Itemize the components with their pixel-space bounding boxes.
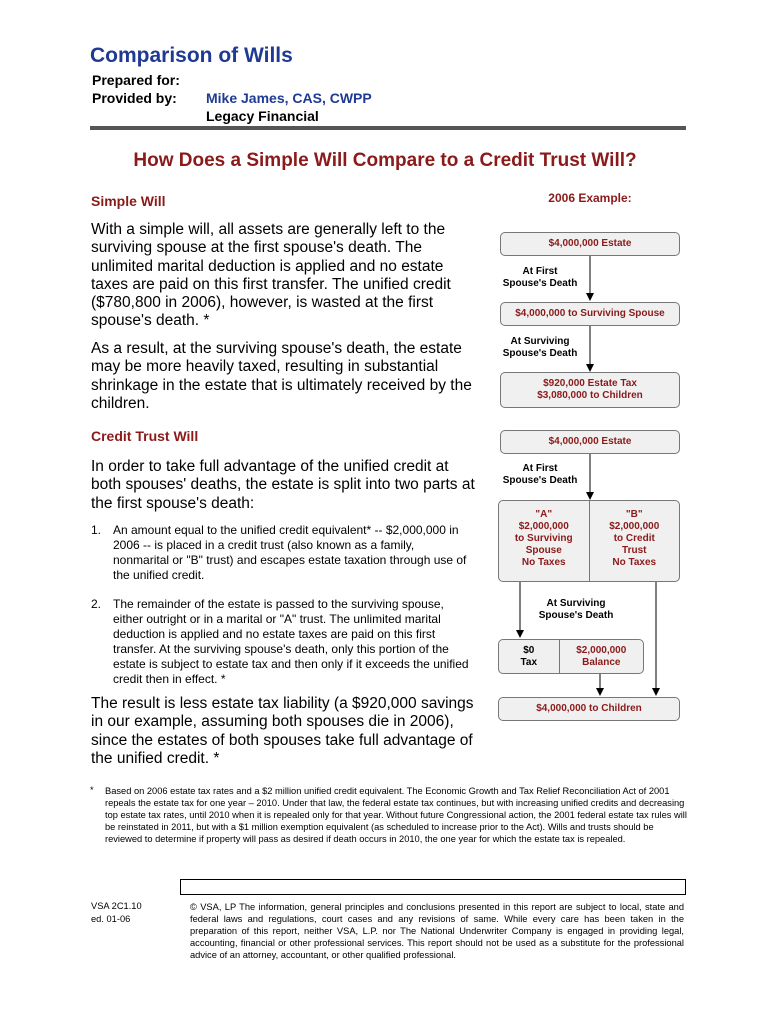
- trust-a-destination: Spouse: [525, 545, 562, 556]
- credit-trust-will-heading: Credit Trust Will: [91, 428, 199, 444]
- footer-box: [180, 879, 686, 895]
- footnote-marker: *: [90, 785, 94, 795]
- trust-b-destination: Trust: [622, 545, 647, 556]
- simple-estate-box: [500, 232, 680, 256]
- result-paragraph: The result is less estate tax liability (a $920,000 savings in our example, assuming both spouses die in 2006), since the estates of both spouses take full advantage of the unified credit. *: [91, 695, 474, 767]
- credit-trust-paragraph: In order to take full advantage of the unified credit at both spouses' deaths, the estate is split into two parts at the first spouse's death:: [91, 458, 475, 512]
- step-line: At First: [522, 266, 558, 277]
- balance-amount: $2,000,000: [576, 645, 627, 656]
- credit-estate-box: [500, 430, 680, 454]
- step-line: Spouse's Death: [502, 348, 578, 359]
- simple-children-label: $3,080,000 to Children: [537, 390, 643, 401]
- step-line: Spouse's Death: [538, 610, 614, 621]
- credit-step1-label: [500, 463, 580, 487]
- simple-to-spouse-label: $4,000,000 to Surviving Spouse: [515, 308, 665, 319]
- simple-tax-label: $920,000 Estate Tax: [543, 378, 637, 389]
- provider-name: Mike James, CAS, CWPP: [206, 90, 372, 106]
- list-item-marital-trust: The remainder of the estate is passed to the surviving spouse, either outright or in a marital or "A" trust. The unlimited marital deduction is applied and no estate taxes are paid on this first transfer. At the surviving spouse's death, only this portion of the estate is subject to estate tax and then only if it exceeds the unified credit then in effect. *: [113, 597, 469, 686]
- trust-b-heading: "B": [625, 509, 643, 520]
- document-title: Comparison of Wills: [90, 44, 293, 67]
- list-item-credit-trust: An amount equal to the unified credit equivalent* -- $2,000,000 in 2006 -- is placed in a credit trust (also known as a family, nonmarital or "B" trust) and escapes estate taxation through use of the unified credit.: [113, 523, 467, 582]
- step-line: At First: [522, 463, 558, 474]
- simple-step1-label: [500, 266, 580, 290]
- trust-a-amount: $2,000,000: [518, 521, 569, 532]
- form-id: VSA 2C1.10: [91, 901, 142, 911]
- credit-second-death-box: [498, 639, 644, 674]
- credit-children-label: $4,000,000 to Children: [536, 703, 642, 714]
- tax-cell: [499, 640, 560, 673]
- step-line: At Surviving: [510, 336, 570, 347]
- trust-a-heading: "A": [535, 509, 553, 520]
- provider-organization: Legacy Financial: [206, 108, 319, 124]
- prepared-for-label: Prepared for:: [92, 72, 180, 88]
- trust-b-cell: [590, 501, 680, 581]
- provided-by-label: Provided by:: [92, 90, 177, 106]
- example-label: 2006 Example:: [548, 191, 632, 205]
- trust-a-destination: to Surviving: [514, 533, 573, 544]
- credit-step2-label: [530, 598, 622, 622]
- form-edition: ed. 01-06: [91, 914, 131, 924]
- simple-will-paragraph-2: As a result, at the surviving spouse's death, the estate may be more heavily taxed, resulting in substantial shrinkage in the estate that is ultimately received by the children.: [91, 340, 472, 412]
- trust-b-tax: No Taxes: [612, 557, 657, 568]
- simple-step2-label: [500, 336, 580, 360]
- tax-label: Tax: [520, 657, 538, 668]
- trust-b-amount: $2,000,000: [609, 521, 660, 532]
- credit-children-box: [498, 697, 680, 721]
- simple-to-spouse-box: [500, 302, 680, 326]
- tax-amount: $0: [523, 645, 535, 656]
- trust-a-cell: [499, 501, 590, 581]
- step-line: Spouse's Death: [502, 278, 578, 289]
- credit-split-box: [498, 500, 680, 582]
- step-line: Spouse's Death: [502, 475, 578, 486]
- credit-estate-label: $4,000,000 Estate: [548, 436, 632, 447]
- main-heading: How Does a Simple Will Compare to a Credit Trust Will?: [133, 150, 637, 171]
- step-line: At Surviving: [546, 598, 606, 609]
- trust-a-tax: No Taxes: [521, 557, 566, 568]
- copyright-disclaimer: © VSA, LP The information, general principles and conclusions presented in this report are subject to local, state and federal laws and regulations, court cases and any revisions of same. While every care has been taken in the preparation of this report, neither VSA, L.P. nor The National Underwriter Company is engaged in providing legal, accounting, financial or other professional services. This report should not be used as a substitute for the professional advice of an attorney, accountant, or other qualified professional.: [190, 902, 684, 960]
- list-item-number: 1.: [91, 523, 102, 537]
- trust-b-destination: to Credit: [613, 533, 655, 544]
- list-item-number: 2.: [91, 597, 102, 611]
- simple-estate-label: $4,000,000 Estate: [548, 238, 632, 249]
- balance-cell: [560, 640, 643, 673]
- footnote-text: Based on 2006 estate tax rates and a $2 million unified credit equivalent. The Economic Growth and Tax Relief Reconciliation Act of 2001 repeals the estate tax for one year – 2010. Under that law, the federal estate tax continues, but with increasing unified credits and decreasing top estate tax rates, until 2010 when it is repealed only for that year. Without future Congressional action, the 2001 federal estate tax rules will be reinstated in 2011, but with a $1 million exemption equivalent (as scheduled to increase prior to the Act). Wills and trusts should be reviewed to determine if property will pass as desired if death occurs in 2010, the one year for which the estate tax is repealed.: [105, 786, 687, 844]
- balance-label: Balance: [582, 657, 621, 668]
- simple-result-box: [500, 372, 680, 408]
- simple-will-heading: Simple Will: [91, 193, 166, 209]
- simple-will-paragraph-1: With a simple will, all assets are generally left to the surviving spouse at the first spouse's death. The unlimited marital deduction is applied and no estate taxes are paid on this first transfer. The unified credit ($780,800 in 2006), however, is wasted at the first spouse's death. *: [91, 221, 451, 330]
